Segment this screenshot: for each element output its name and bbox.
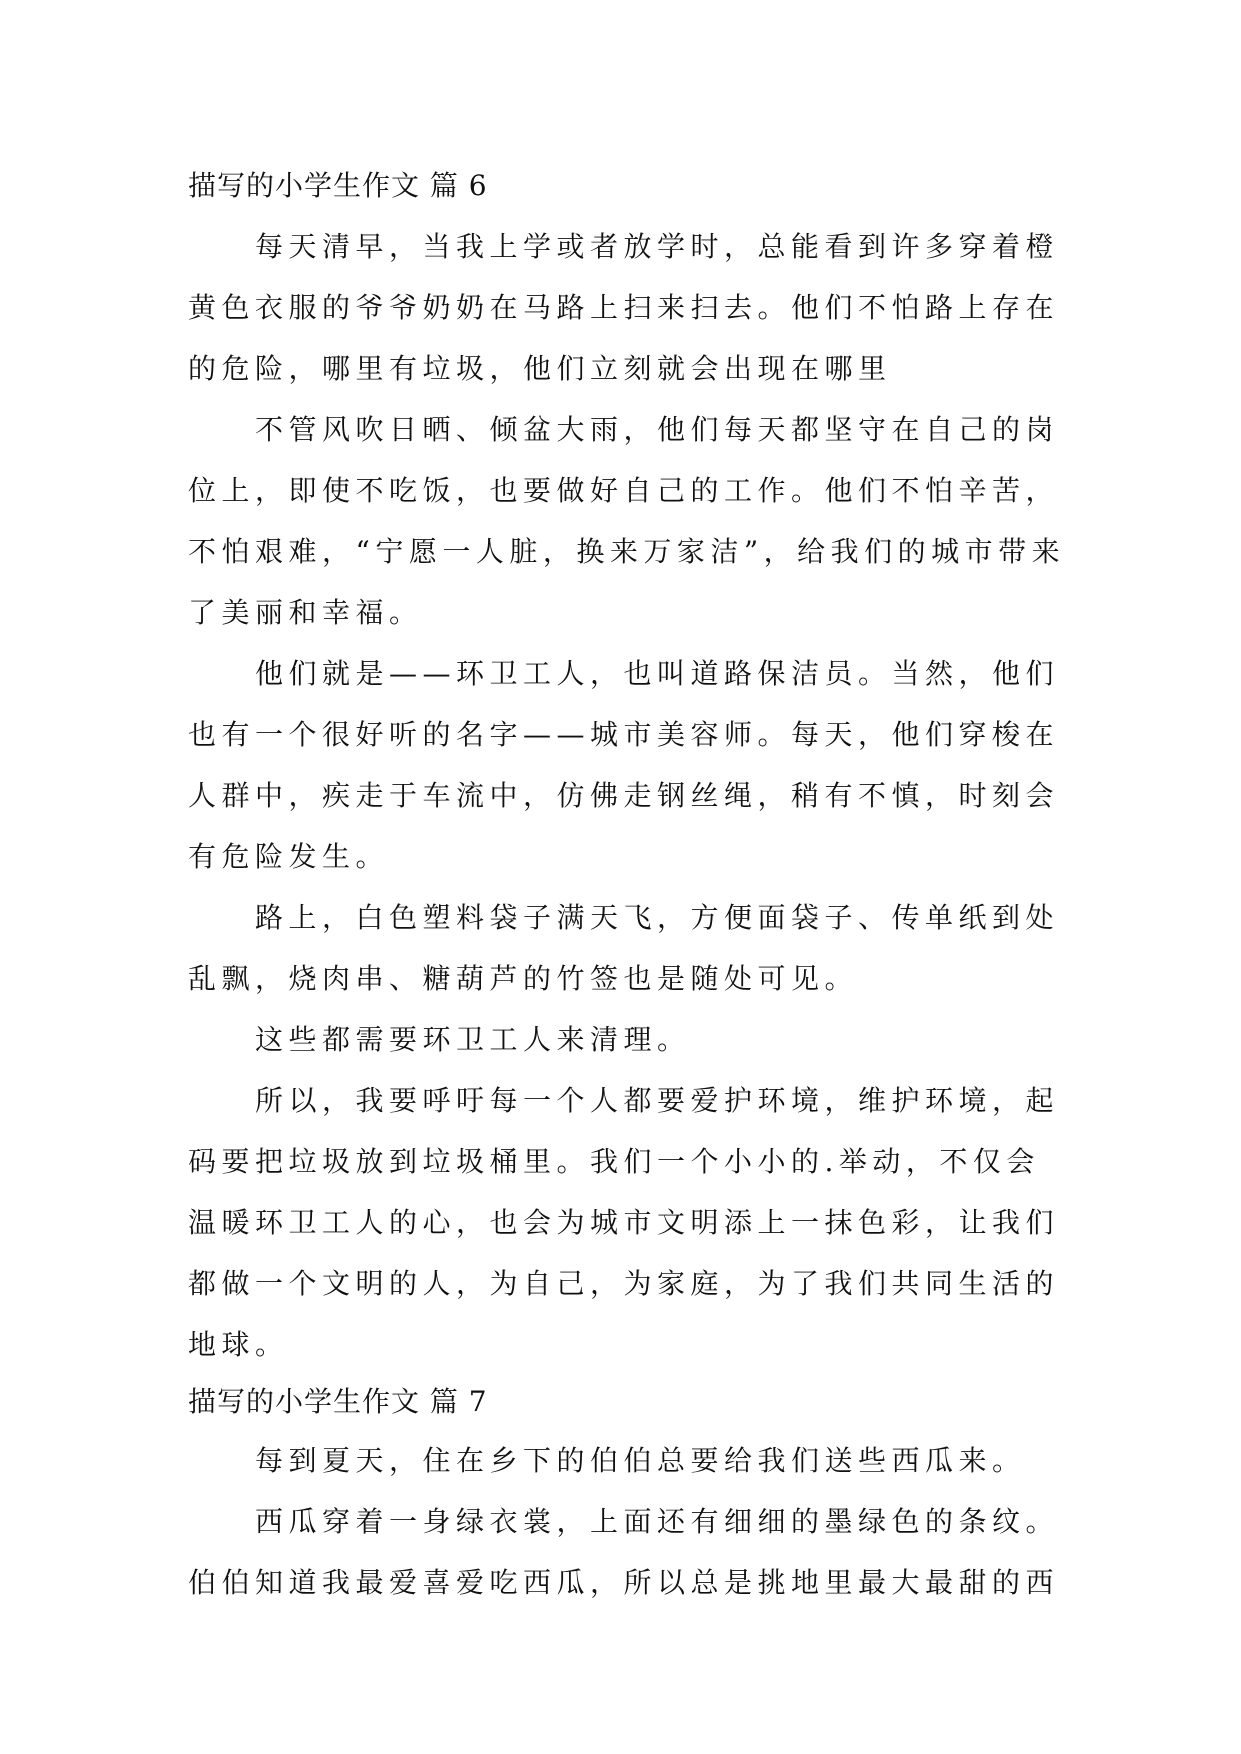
paragraph-line: 伯伯知道我最爱喜爱吃西瓜，所以总是挑地里最大最甜的西	[188, 1566, 1060, 1599]
paragraph-line: 位上，即使不吃饭，也要做好自己的工作。他们不怕辛苦，	[188, 474, 1060, 507]
paragraph-line: 西瓜穿着一身绿衣裳，上面还有细细的墨绿色的条纹。	[255, 1505, 1060, 1538]
paragraph-line: 的危险，哪里有垃圾，他们立刻就会出现在哪里	[188, 352, 892, 385]
paragraph-line: 每天清早，当我上学或者放学时，总能看到许多穿着橙	[255, 230, 1060, 263]
paragraph-line: 他们就是——环卫工人，也叫道路保洁员。当然，他们	[255, 657, 1060, 690]
paragraph-line: 不怕艰难，“宁愿一人脏，换来万家洁”，给我们的城市带来	[188, 535, 1066, 568]
paragraph-line: 这些都需要环卫工人来清理。	[255, 1023, 691, 1056]
paragraph-line: 所以，我要呼吁每一个人都要爱护环境，维护环境，起	[255, 1084, 1060, 1117]
paragraph-line: 地球。	[188, 1328, 289, 1361]
paragraph-line: 有危险发生。	[188, 840, 390, 873]
paragraph-line: 码要把垃圾放到垃圾桶里。我们一个小小的.举动，不仅会	[188, 1145, 1040, 1178]
paragraph-line: 也有一个很好听的名字——城市美容师。每天，他们穿梭在	[188, 718, 1060, 751]
paragraph-line: 了美丽和幸福。	[188, 596, 423, 629]
paragraph-line: 路上，白色塑料袋子满天飞，方便面袋子、传单纸到处	[255, 901, 1060, 934]
section-heading-7: 描写的小学生作文 篇 7	[188, 1385, 488, 1418]
paragraph-line: 温暖环卫工人的心，也会为城市文明添上一抹色彩，让我们	[188, 1206, 1060, 1239]
paragraph-line: 人群中，疾走于车流中，仿佛走钢丝绳，稍有不慎，时刻会	[188, 779, 1060, 812]
section-heading-6: 描写的小学生作文 篇 6	[188, 169, 488, 202]
paragraph-line: 都做一个文明的人，为自己，为家庭，为了我们共同生活的	[188, 1267, 1060, 1300]
paragraph-line: 乱飘，烧肉串、糖葫芦的竹签也是随处可见。	[188, 962, 859, 995]
paragraph-line: 不管风吹日晒、倾盆大雨，他们每天都坚守在自己的岗	[255, 413, 1060, 446]
paragraph-line: 每到夏天，住在乡下的伯伯总要给我们送些西瓜来。	[255, 1444, 1026, 1477]
paragraph-line: 黄色衣服的爷爷奶奶在马路上扫来扫去。他们不怕路上存在	[188, 291, 1060, 324]
